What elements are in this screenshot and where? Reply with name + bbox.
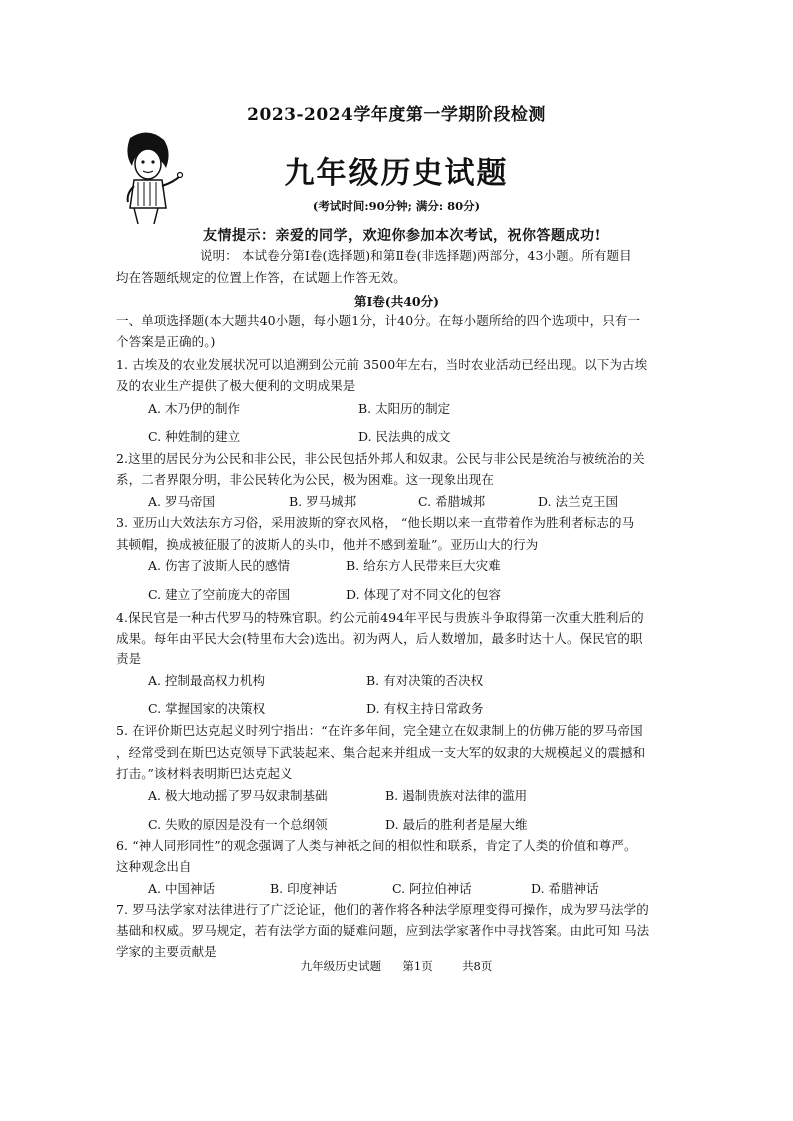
question-3-option-a[interactable]: A. 伤害了波斯人民的感情 [148, 558, 290, 573]
question-5-line-2: ，经常受到在斯巴达克领导下武装起来、集合起来并组成一支大军的奴隶的大规模起义的震撼和 [116, 745, 646, 760]
question-4-option-d[interactable]: D. 有权主持日常政务 [366, 701, 484, 716]
question-7-line-3: 学家的主要贡献是 [116, 944, 217, 959]
question-1-line-1: 1. 古埃及的农业发展状况可以追溯到公元前 3500年左右，当时农业活动已经出现。以下为古埃 [116, 357, 648, 372]
question-6-option-a[interactable]: A. 中国神话 [148, 881, 215, 896]
question-1-option-c[interactable]: C. 种姓制的建立 [148, 429, 241, 444]
question-4-option-a[interactable]: A. 控制最高权力机构 [148, 673, 265, 688]
page-footer [0, 958, 793, 974]
exam-title: 2023-2024学年度第一学期阶段检测 [247, 105, 546, 125]
question-6-option-c[interactable]: C. 阿拉伯神话 [392, 881, 472, 896]
question-2-line-1: 2.这里的居民分为公民和非公民，非公民包括外邦人和奴隶。公民与非公民是统治与被统治的关 [116, 451, 645, 466]
question-4-option-c[interactable]: C. 掌握国家的决策权 [148, 701, 266, 716]
question-2-line-2: 系，二者界限分明，非公民转化为公民，极为困难。这一现象出现在 [116, 472, 495, 487]
question-7-line-1: 7. 罗马法学家对法律进行了广泛论证，他们的著作将各种法学原理变得可操作，成为罗马法学的 [116, 902, 649, 917]
question-5-option-a[interactable]: A. 极大地动摇了罗马奴隶制基础 [148, 788, 328, 803]
instructions-line-2: 均在答题纸规定的位置上作答，在试题上作答无效。 [116, 270, 406, 285]
footer-total-pages: 共8页 [462, 959, 493, 973]
footer-subject: 九年级历史试题 [300, 959, 382, 973]
question-5-option-b[interactable]: B. 遏制贵族对法律的滥用 [385, 788, 528, 803]
section-intro-line-2: 个答案是正确的。) [116, 334, 216, 349]
question-2-option-d[interactable]: D. 法兰克王国 [538, 494, 619, 509]
question-4-line-1: 4.保民官是一种古代罗马的特殊官职。约公元前494年平民与贵族斗争取得第一次重大胜利后的 [116, 610, 644, 625]
question-5-line-3: 打击。”该材料表明斯巴达克起义 [116, 766, 293, 781]
exam-time-info: (考试时间:90分钟; 满分: 80分) [312, 199, 481, 213]
question-2-option-a[interactable]: A. 罗马帝国 [148, 494, 215, 509]
question-4-option-b[interactable]: B. 有对决策的否决权 [366, 673, 484, 688]
question-3-option-d[interactable]: D. 体现了对不同文化的包容 [346, 587, 502, 602]
section-title: 第Ⅰ卷(共40分) [353, 294, 440, 309]
question-1-option-b[interactable]: B. 太阳历的制定 [358, 401, 451, 416]
question-3-option-b[interactable]: B. 给东方人民带来巨大灾难 [346, 558, 501, 573]
footer-page-number: 第1页 [402, 959, 433, 973]
question-3-line-2: 其顿帽，换成被征服了的波斯人的头巾，他并不感到羞耻”。亚历山大的行为 [116, 537, 539, 552]
question-1-option-a[interactable]: A. 木乃伊的制作 [148, 401, 240, 416]
question-1-option-d[interactable]: D. 民法典的成文 [358, 429, 451, 444]
question-5-option-d[interactable]: D. 最后的胜利者是屋大维 [385, 817, 528, 832]
question-7-line-2: 基础和权威。罗马规定，若有法学方面的疑难问题，应到法学家著作中寻找答案。由此可知 马法 [116, 923, 650, 938]
question-6-option-d[interactable]: D. 希腊神话 [531, 881, 599, 896]
section-intro-line-1: 一、单项选择题(本大题共40小题，每小题1分，计40分。在每小题所给的四个选项中，只有一 [116, 313, 641, 328]
question-6-line-1: 6. “神人同形同性”的观念强调了人类与神祇之间的相似性和联系，肯定了人类的价值和尊严。 [116, 838, 637, 853]
question-4-line-3: 责是 [116, 651, 142, 666]
question-2-option-b[interactable]: B. 罗马城邦 [289, 494, 357, 509]
question-6-line-2: 这种观念出自 [116, 859, 192, 874]
question-6-option-b[interactable]: B. 印度神话 [270, 881, 338, 896]
instructions-line-1: 说明： 本试卷分第Ⅰ卷(选择题)和第Ⅱ卷(非选择题)两部分，43小题。所有题目 [200, 248, 632, 263]
question-3-line-1: 3. 亚历山大效法东方习俗，采用波斯的穿衣风格， “他长期以来一直带着作为胜利者标志的马 [116, 515, 635, 530]
subject-title: 九年级历史试题 [284, 156, 509, 191]
question-5-option-c[interactable]: C. 失败的原因是没有一个总纲领 [148, 817, 328, 832]
question-2-option-c[interactable]: C. 希腊城邦 [418, 494, 486, 509]
question-1-line-2: 及的农业生产提供了极大便利的文明成果是 [116, 378, 356, 393]
friendly-tip: 友情提示：亲爱的同学，欢迎你参加本次考试，祝你答题成功! [203, 228, 602, 244]
question-4-line-2: 成果。每年由平民大会(特里布大会)选出。初为两人，后人数增加，最多时达十人。保民官的职 [116, 631, 643, 646]
question-5-line-1: 5. 在评价斯巴达克起义时列宁指出：“在许多年间，完全建立在奴隶制上的仿佛万能的罗马帝国 [116, 723, 643, 738]
question-3-option-c[interactable]: C. 建立了空前庞大的帝国 [148, 587, 291, 602]
